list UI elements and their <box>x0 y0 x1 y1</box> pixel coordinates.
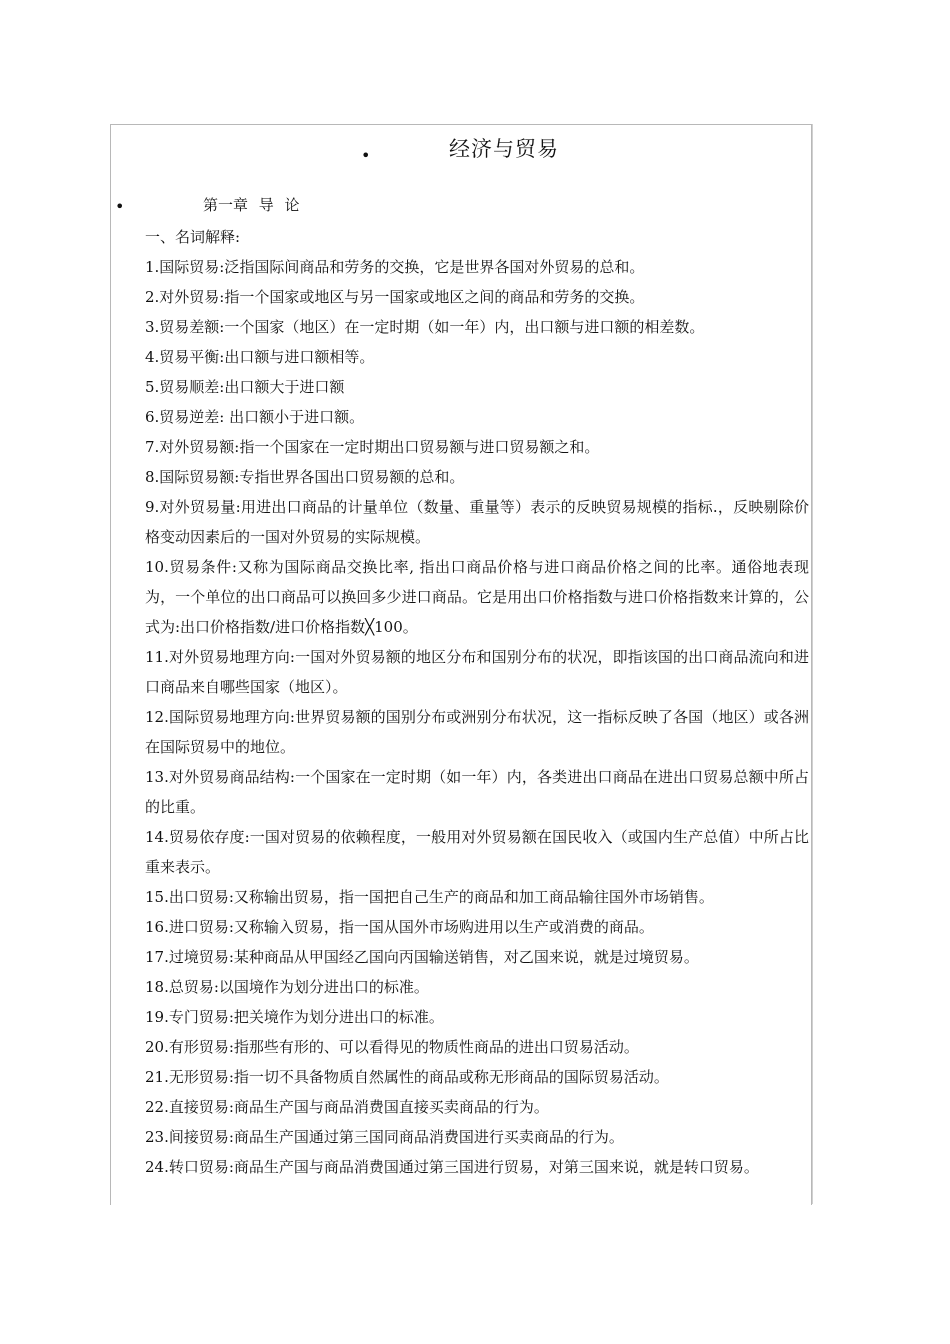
bullet-icon: • <box>115 197 125 216</box>
term-item: 8.国际贸易额:专指世界各国出口贸易额的总和。 <box>145 468 465 486</box>
term-item: 16.进口贸易:又称输入贸易，指一国从国外市场购进用以生产或消费的商品。 <box>145 918 654 936</box>
term-item: 22.直接贸易:商品生产国与商品消费国直接买卖商品的行为。 <box>145 1098 549 1116</box>
term-item: 7.对外贸易额:指一个国家在一定时期出口贸易额与进口贸易额之和。 <box>145 438 600 456</box>
term-item: 12.国际贸易地理方向:世界贸易额的国别分布或洲别分布状况，这一指标反映了各国（地区）或各洲在国际贸易中的地位。 <box>145 708 809 756</box>
chapter-heading: 第一章 导 论 <box>203 196 300 214</box>
term-item: 21.无形贸易:指一切不具备物质自然属性的商品或称无形商品的国际贸易活动。 <box>145 1068 669 1086</box>
term-item: 17.过境贸易:某种商品从甲国经乙国向丙国输送销售，对乙国来说，就是过境贸易。 <box>145 948 699 966</box>
bullet-icon: • <box>361 146 371 165</box>
term-item: 24.转口贸易:商品生产国与商品消费国通过第三国进行贸易，对第三国来说，就是转口贸易。 <box>145 1158 759 1176</box>
term-item: 4.贸易平衡:出口额与进口额相等。 <box>145 348 375 366</box>
term-item: 11.对外贸易地理方向:一国对外贸易额的地区分布和国别分布的状况，即指该国的出口商品流向和进口商品来自哪些国家（地区）。 <box>145 648 809 696</box>
term-item: 13.对外贸易商品结构:一个国家在一定时期（如一年）内，各类进出口商品在进出口贸易总额中所占的比重。 <box>145 768 809 816</box>
term-item: 9.对外贸易量:用进出口商品的计量单位（数量、重量等）表示的反映贸易规模的指标.，反映剔除价格变动因素后的一国对外贸易的实际规模。 <box>145 498 809 546</box>
term-item: 2.对外贸易:指一个国家或地区与另一国家或地区之间的商品和劳务的交换。 <box>145 288 645 306</box>
frame-edge <box>812 124 813 1204</box>
term-item: 19.专门贸易:把关境作为划分进出口的标准。 <box>145 1008 444 1026</box>
section-heading: 一、名词解释: <box>145 228 241 246</box>
term-item: 10.贸易条件:又称为国际商品交换比率, 指出口商品价格与进口商品价格之间的比率。通俗地表现为，一个单位的出口商品可以换回多少进口商品。它是用出口价格指数与进口价格指数来计算的，公式为:出口价格指数/进口价格指数╳100。 <box>145 558 809 636</box>
term-item: 20.有形贸易:指那些有形的、可以看得见的物质性商品的进出口贸易活动。 <box>145 1038 639 1056</box>
term-item: 23.间接贸易:商品生产国通过第三国同商品消费国进行买卖商品的行为。 <box>145 1128 624 1146</box>
term-item: 3.贸易差额:一个国家（地区）在一定时期（如一年）内，出口额与进口额的相差数。 <box>145 318 705 336</box>
term-item: 18.总贸易:以国境作为划分进出口的标准。 <box>145 978 429 996</box>
term-item: 5.贸易顺差:出口额大于进口额 <box>145 378 345 396</box>
term-item: 1.国际贸易:泛指国际间商品和劳务的交换，它是世界各国对外贸易的总和。 <box>145 258 645 276</box>
term-item: 15.出口贸易:又称输出贸易，指一国把自己生产的商品和加工商品输往国外市场销售。 <box>145 888 714 906</box>
term-list <box>145 252 809 1182</box>
term-item: 6.贸易逆差: 出口额小于进口额。 <box>145 408 365 426</box>
term-item: 14.贸易依存度:一国对贸易的依赖程度，一般用对外贸易额在国民收入（或国内生产总值）中所占比重来表示。 <box>145 828 809 876</box>
document-title: 经济与贸易 <box>449 137 559 161</box>
